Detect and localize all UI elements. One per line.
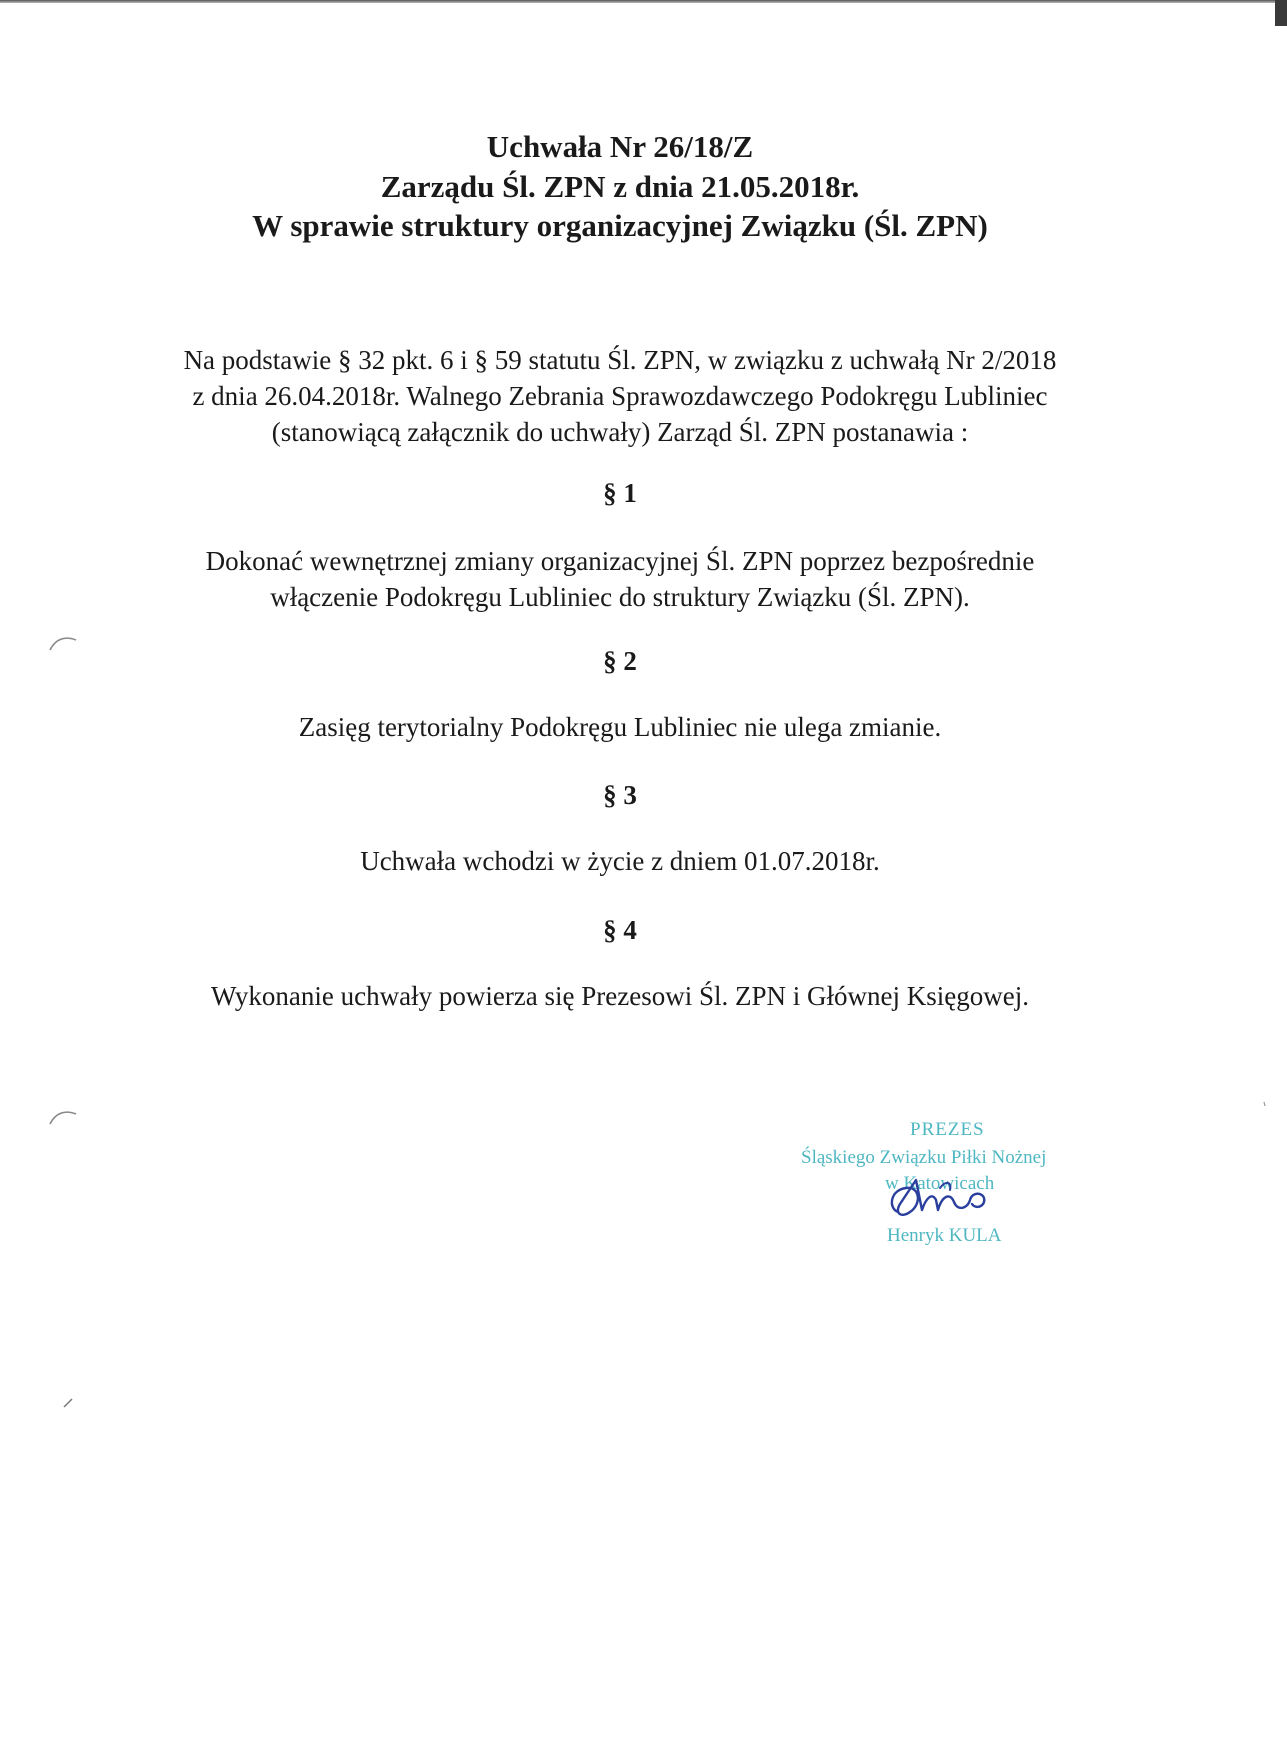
section-3-heading: § 3 bbox=[603, 780, 637, 810]
resolution-subject: W sprawie struktury organizacyjnej Związku (Śl. ZPN) bbox=[252, 208, 988, 243]
section-1-line-1: Dokonać wewnętrznej zmiany organizacyjnej Śl. ZPN poprzez bezpośrednie bbox=[205, 546, 1035, 576]
stamp-city: w Katowicach bbox=[885, 1173, 995, 1194]
intro-line-1: Na podstawie § 32 pkt. 6 i § 59 statutu Śl. ZPN, w związku z uchwałą Nr 2/2018 bbox=[183, 345, 1057, 375]
section-2-heading: § 2 bbox=[603, 646, 637, 676]
resolution-board-date: Zarządu Śl. ZPN z dnia 21.05.2018r. bbox=[380, 169, 860, 204]
section-4-heading: § 4 bbox=[603, 915, 637, 945]
section-2-line-1: Zasięg terytorialny Podokręgu Lubliniec nie ulega zmianie. bbox=[298, 712, 942, 742]
intro-line-3: (stanowiącą załącznik do uchwały) Zarząd Śl. ZPN postanawia : bbox=[271, 417, 969, 447]
section-1-line-2: włączenie Podokręgu Lubliniec do struktury Związku (Śl. ZPN). bbox=[270, 582, 970, 612]
stamp-title: PREZES bbox=[910, 1119, 985, 1140]
scan-mark-2 bbox=[46, 1104, 80, 1128]
section-3-line-1: Uchwała wchodzi w życie z dniem 01.07.2018r. bbox=[360, 846, 880, 876]
section-1-heading: § 1 bbox=[603, 478, 637, 508]
handwritten-signature bbox=[880, 1168, 1000, 1228]
intro-line-2: z dnia 26.04.2018r. Walnego Zebrania Sprawozdawczego Podokręgu Lubliniec bbox=[192, 381, 1048, 411]
scan-mark-1 bbox=[46, 630, 80, 654]
stamp-organization: Śląskiego Związku Piłki Nożnej bbox=[801, 1147, 1047, 1168]
resolution-number: Uchwała Nr 26/18/Z bbox=[486, 129, 754, 164]
scan-mark-3 bbox=[62, 1395, 76, 1409]
section-4-line-1: Wykonanie uchwały powierza się Prezesowi Śl. ZPN i Głównej Księgowej. bbox=[211, 981, 1029, 1011]
stamp-name: Henryk KULA bbox=[887, 1225, 1002, 1246]
scan-dot bbox=[1262, 1100, 1268, 1108]
